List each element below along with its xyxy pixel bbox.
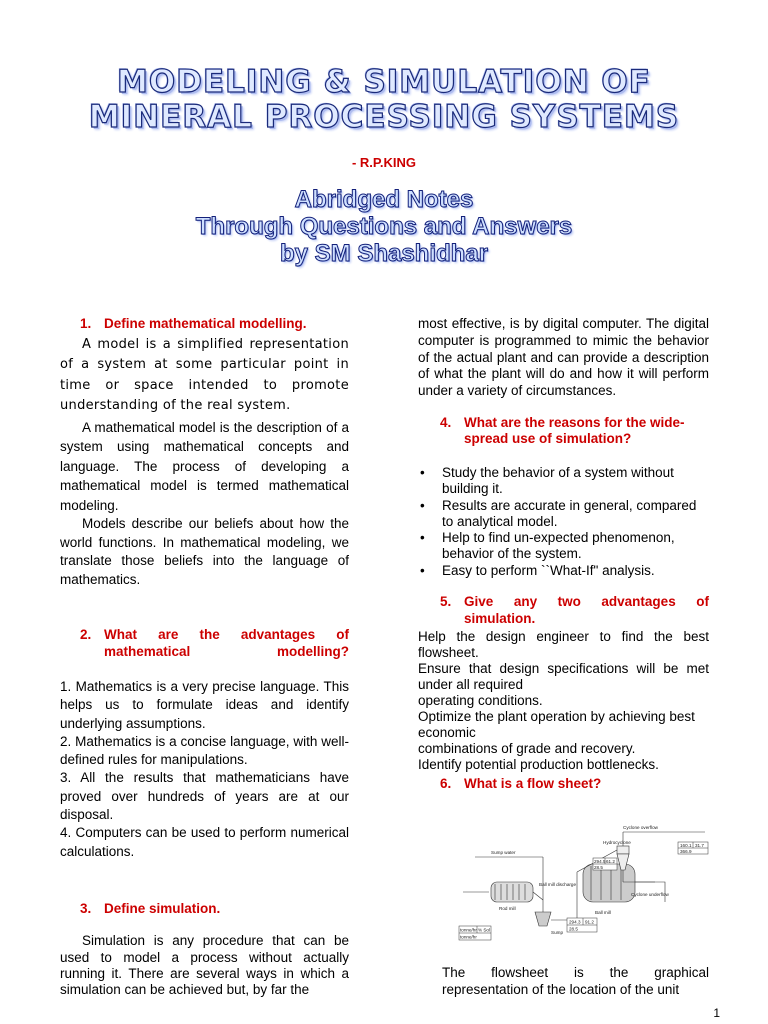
question-3-heading xyxy=(60,901,349,918)
q3-paragraph-continued: most effective, is by digital computer. The digital computer is programmed to mimic the behavior of the actual plant and can provide a description of what the plant will do and how it will perform under a variety of circumstances. xyxy=(418,316,709,399)
q2-item-1: 1. Mathematics is a very precise language. This helps us to formulate ideas and identify underlying assumptions. xyxy=(60,679,349,731)
q2-answer-list xyxy=(60,678,349,861)
value-overflow-1: 160.1 xyxy=(680,843,692,848)
q4-bullet-1: • Study the behavior of a system without building it. xyxy=(418,465,709,498)
q5-line-3: operating conditions. xyxy=(418,693,543,709)
q5-line-5: combinations of grade and recovery. xyxy=(418,741,636,757)
q2-item-3: 3. All the results that mathematicians have proved over hundreds of years are at our disposal. xyxy=(60,770,349,823)
subtitle-line2: Through Questions and Answers xyxy=(195,213,573,240)
q5-line-2: Ensure that design specifications will be met under all required xyxy=(418,661,709,693)
value-sump-3: 28.5 xyxy=(569,926,578,932)
page-number: 1 xyxy=(713,1006,720,1020)
question-2-title: What are the advantages of mathematical modelling? xyxy=(104,627,349,659)
question-6-title: What is a flow sheet? xyxy=(464,776,602,792)
value-overflow-2: 31.7 xyxy=(695,843,704,848)
question-1-title: Define mathematical modelling. xyxy=(104,316,307,331)
q5-line-1: Help the design engineer to find the best flowsheet. xyxy=(418,629,709,661)
document-title-line2: MINERAL PROCESSING SYSTEMS xyxy=(88,99,680,135)
label-rod-mill: Rod mill xyxy=(499,906,516,911)
q4-bullet-2: • Results are accurate in general, compared to analytical model. xyxy=(418,498,709,531)
question-3-title: Define simulation. xyxy=(104,900,221,916)
q5-line-6: Identify potential production bottlenecks. xyxy=(418,757,659,773)
question-5-number: 5. xyxy=(440,594,452,610)
value-cyclone-1: 294.5 xyxy=(594,859,606,864)
label-cyclone-overflow: Cyclone overflow xyxy=(623,825,658,830)
question-1-heading xyxy=(60,316,349,333)
value-overflow-3: 366.9 xyxy=(680,849,692,854)
value-sump-1: 294.3 xyxy=(569,919,581,925)
legend-text-2: % Sol xyxy=(478,927,491,933)
question-6-heading xyxy=(418,776,709,793)
q2-item-2: 2. Mathematics is a concise language, with well-defined rules for manipulations. xyxy=(60,733,349,768)
q3-paragraph: Simulation is any procedure that can be used to model a process without actually running it. There are several ways in which a simulation can be achieved but, by far the xyxy=(60,933,349,998)
q6-answer: The flowsheet is the graphical representation of the location of the unit xyxy=(442,965,709,997)
label-ball-mill-discharge: Ball mill discharge xyxy=(539,882,577,887)
q1-paragraph-1: A model is a simplified representation of a system at some particular point in time or space intended to promote understanding of the real system. xyxy=(60,336,349,413)
question-5-heading xyxy=(418,594,709,627)
question-2-heading xyxy=(60,627,349,660)
q4-bullet-4: • Easy to perform ``What-If" analysis. xyxy=(418,563,709,579)
flowsheet-diagram xyxy=(455,822,710,947)
hydrocyclone-icon xyxy=(617,846,629,854)
value-cyclone-3: 28.5 xyxy=(594,865,603,870)
question-5-title: Give any two advantages of simulation. xyxy=(464,594,709,626)
author: - R.P.KING xyxy=(351,155,417,170)
question-4-number: 4. xyxy=(440,414,452,430)
question-1-number: 1. xyxy=(80,316,92,331)
subtitle-line1: Abridged Notes xyxy=(294,186,474,213)
q2-item-4: 4. Computers can be used to perform numerical calculations. xyxy=(60,825,349,859)
sump-icon xyxy=(535,912,551,926)
left-column xyxy=(60,316,349,999)
question-2-number: 2. xyxy=(80,627,92,642)
legend-text-3: tonne/hr xyxy=(460,934,477,940)
subtitle-line3: by SM Shashidhar xyxy=(279,240,489,267)
value-sump-2: 91.2 xyxy=(585,919,594,925)
value-cyclone-2: 61.2 xyxy=(606,859,615,864)
question-6-number: 6. xyxy=(440,776,452,792)
label-sump-water: Sump water xyxy=(491,850,516,855)
question-3-number: 3. xyxy=(80,900,92,916)
q5-answer xyxy=(418,629,709,773)
q5-line-4: Optimize the plant operation by achieving best economic xyxy=(418,709,695,741)
label-cyclone-underflow: Cyclone underflow xyxy=(631,892,669,897)
label-hydrocyclone: Hydrocyclone xyxy=(603,840,631,845)
question-4-title: What are the reasons for the wide-spread use of simulation? xyxy=(464,414,685,447)
label-sump: Sump xyxy=(551,930,564,935)
q4-bullet-3: • Help to find un-expected phenomenon, behavior of the system. xyxy=(418,530,709,563)
q1-paragraph-3: Models describe our beliefs about how the world functions. In mathematical modeling, we translate those beliefs into the language of mathematics. xyxy=(60,516,349,587)
legend-text-1: tonne/hr xyxy=(460,927,477,933)
question-4-heading xyxy=(418,415,709,448)
q1-paragraph-2: A mathematical model is the description of a system using mathematical concepts and language. The process of developing a mathematical model is termed mathematical modeling. xyxy=(60,419,349,513)
rod-mill-icon xyxy=(491,882,533,902)
q4-bullet-list xyxy=(418,465,709,579)
label-ball-mill: Ball mill xyxy=(595,910,611,915)
document-title-line1: MODELING & SIMULATION OF xyxy=(117,64,651,100)
